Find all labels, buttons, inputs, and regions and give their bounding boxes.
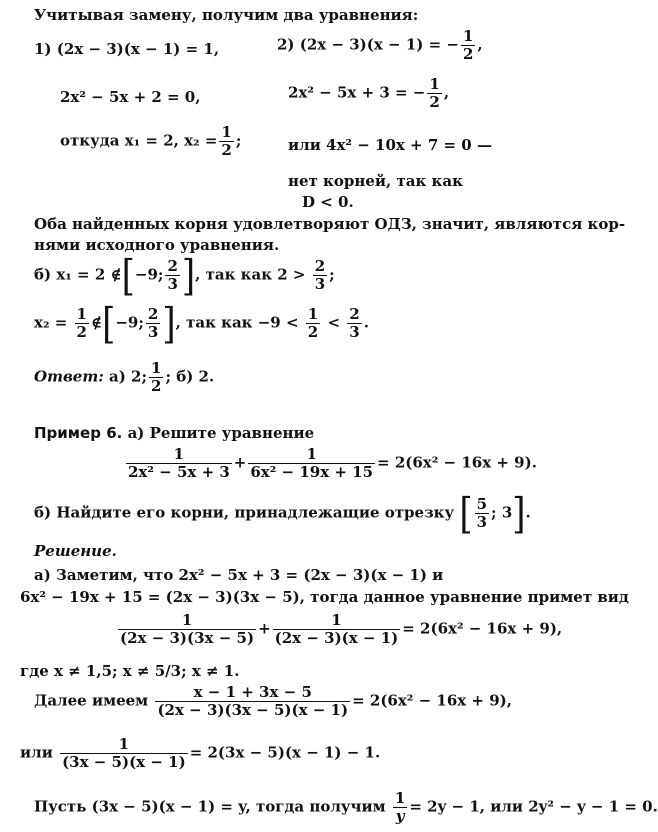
part-b-x2: x₂ = $\frac{1}{2}$ ∉[−9; $\frac{2}{3}$ ], так как −9 < $\frac{1}{2}$ < $\frac{2}{3}$ .	[34, 298, 369, 349]
equation-transformed: $\frac{1}{(2x - 3)(3x - 5)}$ + $\frac{1}{(2x - 3)(x - 1)}$ = 2(6x² − 16x + 9),	[120, 611, 563, 647]
fraction: $\frac{1}{(2x - 3)(x - 1)}$	[274, 611, 399, 647]
fraction: $\frac{2}{3}$	[314, 257, 326, 293]
fraction: $\frac{1}{2}$	[429, 75, 440, 111]
solution-heading: Решение.	[34, 542, 117, 560]
example-title: Пример 6.	[34, 424, 123, 442]
fraction: $\frac{2}{3}$	[349, 305, 360, 341]
fraction: $\frac{1}{2}$	[462, 27, 474, 63]
fraction: $\frac{5}{3}$	[476, 495, 488, 531]
fraction: $\frac{1}{y}$	[394, 789, 406, 825]
equation-2b: 2x² − 5x + 3 = − $\frac{1}{2}$ ,	[288, 75, 450, 111]
answer-line: Ответ: а) 2; $\frac{1}{2}$ ; б) 2.	[34, 359, 215, 395]
text-line: а) Заметим, что 2x² − 5x + 3 = (2x − 3)(x − 1) и	[34, 566, 444, 584]
fraction: $\frac{1}{2}$	[151, 359, 162, 395]
example-heading: Пример 6. а) Решите уравнение	[34, 424, 315, 442]
equation-text: 2x² − 5x + 3 = −	[288, 83, 426, 102]
fraction: $\frac{2}{3}$	[147, 305, 159, 341]
fraction: $\frac{1}{(2x - 3)(3x - 5)}$	[120, 611, 255, 647]
equation-main: $\frac{1}{\text{2x² − 5x + 3}}$ + $\frac{1}{\text{6x² − 19x + 15}}$ = 2(6x² − 16x + 9).	[128, 445, 537, 481]
equation-2c: или 4x² − 10x + 7 = 0 —	[288, 136, 492, 154]
equation-or: или $\frac{1}{(3x - 5)(x - 1)}$ = 2(3x − 5)(x − 1) − 1.	[20, 735, 381, 771]
equation-1: 1) (2x − 3)(x − 1) = 1,	[34, 40, 220, 58]
roots-text: откуда x₁ = 2, x₂ =	[60, 131, 218, 150]
equation-2: 2) (2x − 3)(x − 1) = − $\frac{1}{2}$ ,	[277, 27, 483, 63]
text-line: где x ≠ 1,5; x ≠ 5/3; x ≠ 1.	[20, 662, 240, 680]
fraction: $\frac{1}{2}$	[221, 123, 232, 159]
fraction: $\frac{1}{\text{6x² − 19x + 15}}$	[250, 445, 374, 481]
text-line: Оба найденных корня удовлетворяют ОДЗ, значит, являются кор-	[34, 215, 626, 233]
equation-next: Далее имеем $\frac{x - 1 + 3x - 5}{(2x - 3)(3x - 5)(x - 1)}$ = 2(6x² − 16x + 9),	[34, 683, 512, 719]
text-line: 6x² − 19x + 15 = (2x − 3)(3x − 5), тогда данное уравнение примет вид	[20, 588, 629, 606]
fraction: $\frac{1}{2}$	[307, 305, 319, 341]
text-line: D < 0.	[302, 193, 354, 211]
fraction: $\frac{1}{\text{2x² − 5x + 3}}$	[128, 445, 230, 481]
answer-label: Ответ:	[34, 367, 104, 386]
roots-line: откуда x₁ = 2, x₂ = $\frac{1}{2}$ ;	[60, 123, 242, 159]
part-b-x1: б) x₁ = 2 ∉[−9; $\frac{2}{3}$ ], так как 2 > $\frac{2}{3}$ ;	[34, 250, 335, 301]
text-line: нет корней, так как	[288, 172, 463, 190]
fraction: $\frac{x - 1 + 3x - 5}{(2x - 3)(3x - 5)(x - 1)}$	[157, 683, 349, 719]
equation-1b: 2x² − 5x + 2 = 0,	[60, 88, 201, 106]
fraction: $\frac{1}{(3x - 5)(x - 1)}$	[62, 735, 186, 771]
fraction: $\frac{1}{2}$	[76, 305, 87, 341]
text-line: Учитывая замену, получим два уравнения:	[34, 6, 419, 24]
part-b-task: б) Найдите его корни, принадлежащие отрезку [ $\frac{5}{3}$ ; 3].	[34, 488, 531, 539]
substitution-line: Пусть (3x − 5)(x − 1) = y, тогда получим $\frac{1}{y}$ = 2y − 1, или 2y² − y − 1 = 0.	[34, 789, 658, 825]
fraction: $\frac{2}{3}$	[167, 257, 178, 293]
text-line: нями исходного уравнения.	[34, 236, 280, 254]
equation-text: 2) (2x − 3)(x − 1) = −	[277, 35, 459, 54]
